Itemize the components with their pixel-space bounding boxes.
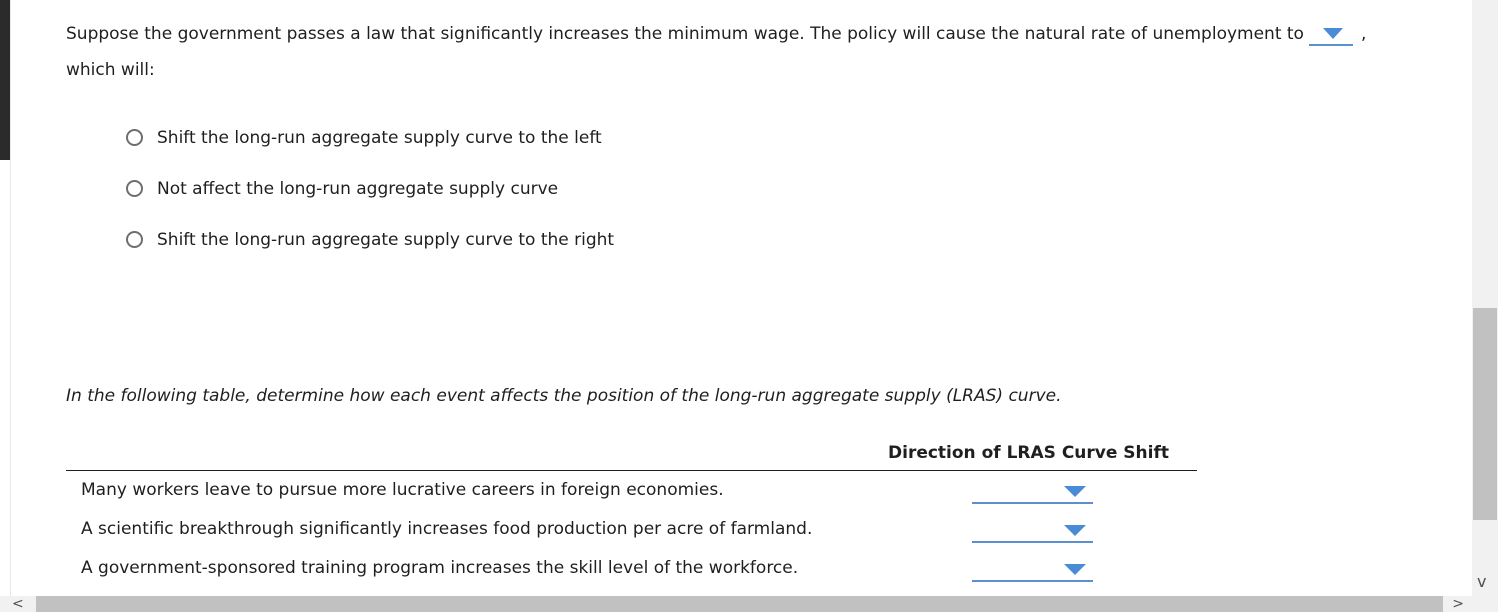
event-text: A scientific breakthrough significantly increases food production per acre of farmland.	[81, 519, 813, 539]
question2-instruction: In the following table, determine how each event affects the position of the long-run aggregate supply (LRAS) curve.	[66, 386, 1062, 406]
table-row	[66, 471, 1197, 510]
option-not-affect[interactable]	[126, 163, 614, 214]
vertical-scrollbar[interactable]	[1472, 0, 1498, 596]
scroll-right-arrow-icon[interactable]: >	[1452, 596, 1464, 612]
left-window-edge	[0, 0, 11, 612]
option-label: Shift the long-run aggregate supply curve to the left	[157, 127, 602, 148]
question1-text-after: , which will:	[66, 24, 1367, 80]
scroll-down-arrow-icon[interactable]: v	[1477, 572, 1487, 591]
event-text: Many workers leave to pursue more lucrative careers in foreign economies.	[81, 480, 724, 500]
direction-dropdown-3[interactable]	[972, 556, 1093, 582]
direction-dropdown-1[interactable]	[972, 478, 1093, 504]
horizontal-scrollbar[interactable]	[0, 596, 1498, 612]
radio-button[interactable]	[126, 231, 143, 248]
option-shift-left[interactable]	[126, 112, 614, 163]
question1-text-before: Suppose the government passes a law that significantly increases the minimum wage. The policy will cause the natural rate of unemployment to	[66, 24, 1304, 44]
radio-button[interactable]	[126, 129, 143, 146]
event-text: A government-sponsored training program increases the skill level of the workforce.	[81, 558, 799, 578]
chevron-down-icon	[1064, 564, 1086, 575]
horizontal-scrollbar-thumb[interactable]	[36, 596, 1443, 612]
left-edge-dark-strip	[0, 0, 10, 160]
natural-rate-dropdown[interactable]	[1309, 22, 1353, 46]
lras-options-group	[126, 112, 614, 265]
radio-button[interactable]	[126, 180, 143, 197]
option-shift-right[interactable]	[126, 214, 614, 265]
chevron-down-icon	[1064, 486, 1086, 497]
chevron-down-icon	[1323, 28, 1343, 39]
direction-dropdown-2[interactable]	[972, 517, 1093, 543]
table-header	[66, 440, 1197, 471]
question1-text	[66, 16, 1386, 88]
option-label: Shift the long-run aggregate supply curve to the right	[157, 229, 615, 250]
table-row	[66, 549, 1197, 588]
table-row	[66, 510, 1197, 549]
option-label: Not affect the long-run aggregate supply curve	[157, 178, 559, 199]
scroll-left-arrow-icon[interactable]: <	[12, 596, 24, 612]
column-header-direction: Direction of LRAS Curve Shift	[888, 443, 1170, 463]
vertical-scrollbar-thumb[interactable]	[1473, 308, 1497, 520]
chevron-down-icon	[1064, 525, 1086, 536]
